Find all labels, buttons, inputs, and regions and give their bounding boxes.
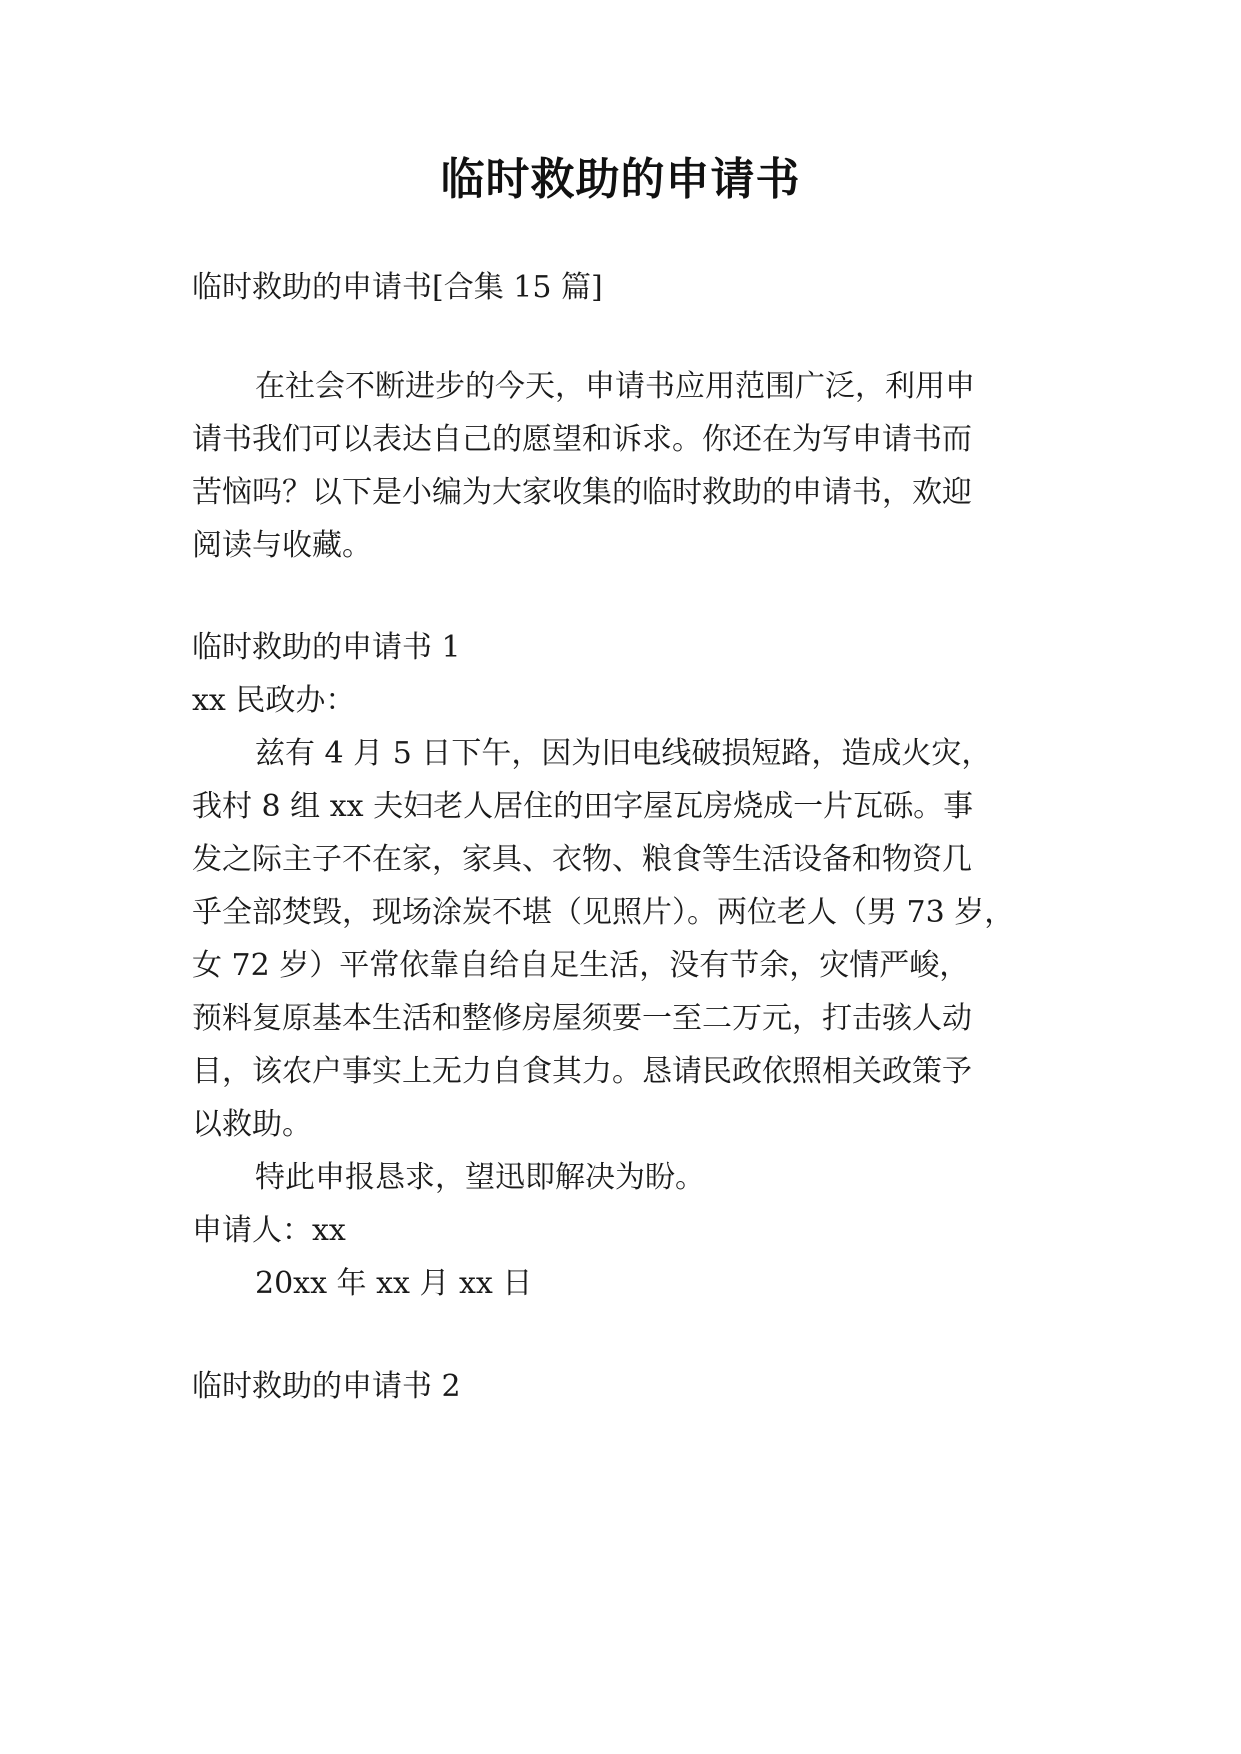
body-line: 目，该农户事实上无力自食其力。恳请民政依照相关政策予 <box>192 1054 972 1089</box>
date-line: 20xx 年 xx 月 xx 日 <box>255 1266 533 1301</box>
salutation: xx 民政办： <box>192 683 356 718</box>
section-heading: 临时救助的申请书 1 <box>192 630 461 665</box>
document-title: 临时救助的申请书 <box>440 154 801 205</box>
document-subtitle: 临时救助的申请书[合集 15 篇] <box>192 270 603 305</box>
section-heading: 临时救助的申请书 2 <box>192 1369 461 1404</box>
body-line: 乎全部焚毁，现场涂炭不堪（见照片）。两位老人（男 73 岁， <box>192 895 1015 930</box>
body-line: 预料复原基本生活和整修房屋须要一至二万元，打击骇人动 <box>192 1001 972 1036</box>
intro-line: 在社会不断进步的今天，申请书应用范围广泛，利用申 <box>255 369 975 404</box>
closing-line: 特此申报恳求，望迅即解决为盼。 <box>255 1160 705 1195</box>
body-line: 我村 8 组 xx 夫妇老人居住的田字屋瓦房烧成一片瓦砾。事 <box>192 789 974 824</box>
body-line: 兹有 4 月 5 日下午，因为旧电线破损短路，造成火灾， <box>255 736 992 771</box>
body-line: 女 72 岁）平常依靠自给自足生活，没有节余，灾情严峻， <box>192 948 970 983</box>
body-line: 以救助。 <box>192 1107 312 1142</box>
intro-line: 苦恼吗？以下是小编为大家收集的临时救助的申请书，欢迎 <box>192 475 972 510</box>
body-line: 发之际主子不在家，家具、衣物、粮食等生活设备和物资几 <box>192 842 972 877</box>
applicant-line: 申请人：xx <box>192 1213 346 1248</box>
intro-line: 阅读与收藏。 <box>192 528 372 563</box>
intro-line: 请书我们可以表达自己的愿望和诉求。你还在为写申请书而 <box>192 422 972 457</box>
